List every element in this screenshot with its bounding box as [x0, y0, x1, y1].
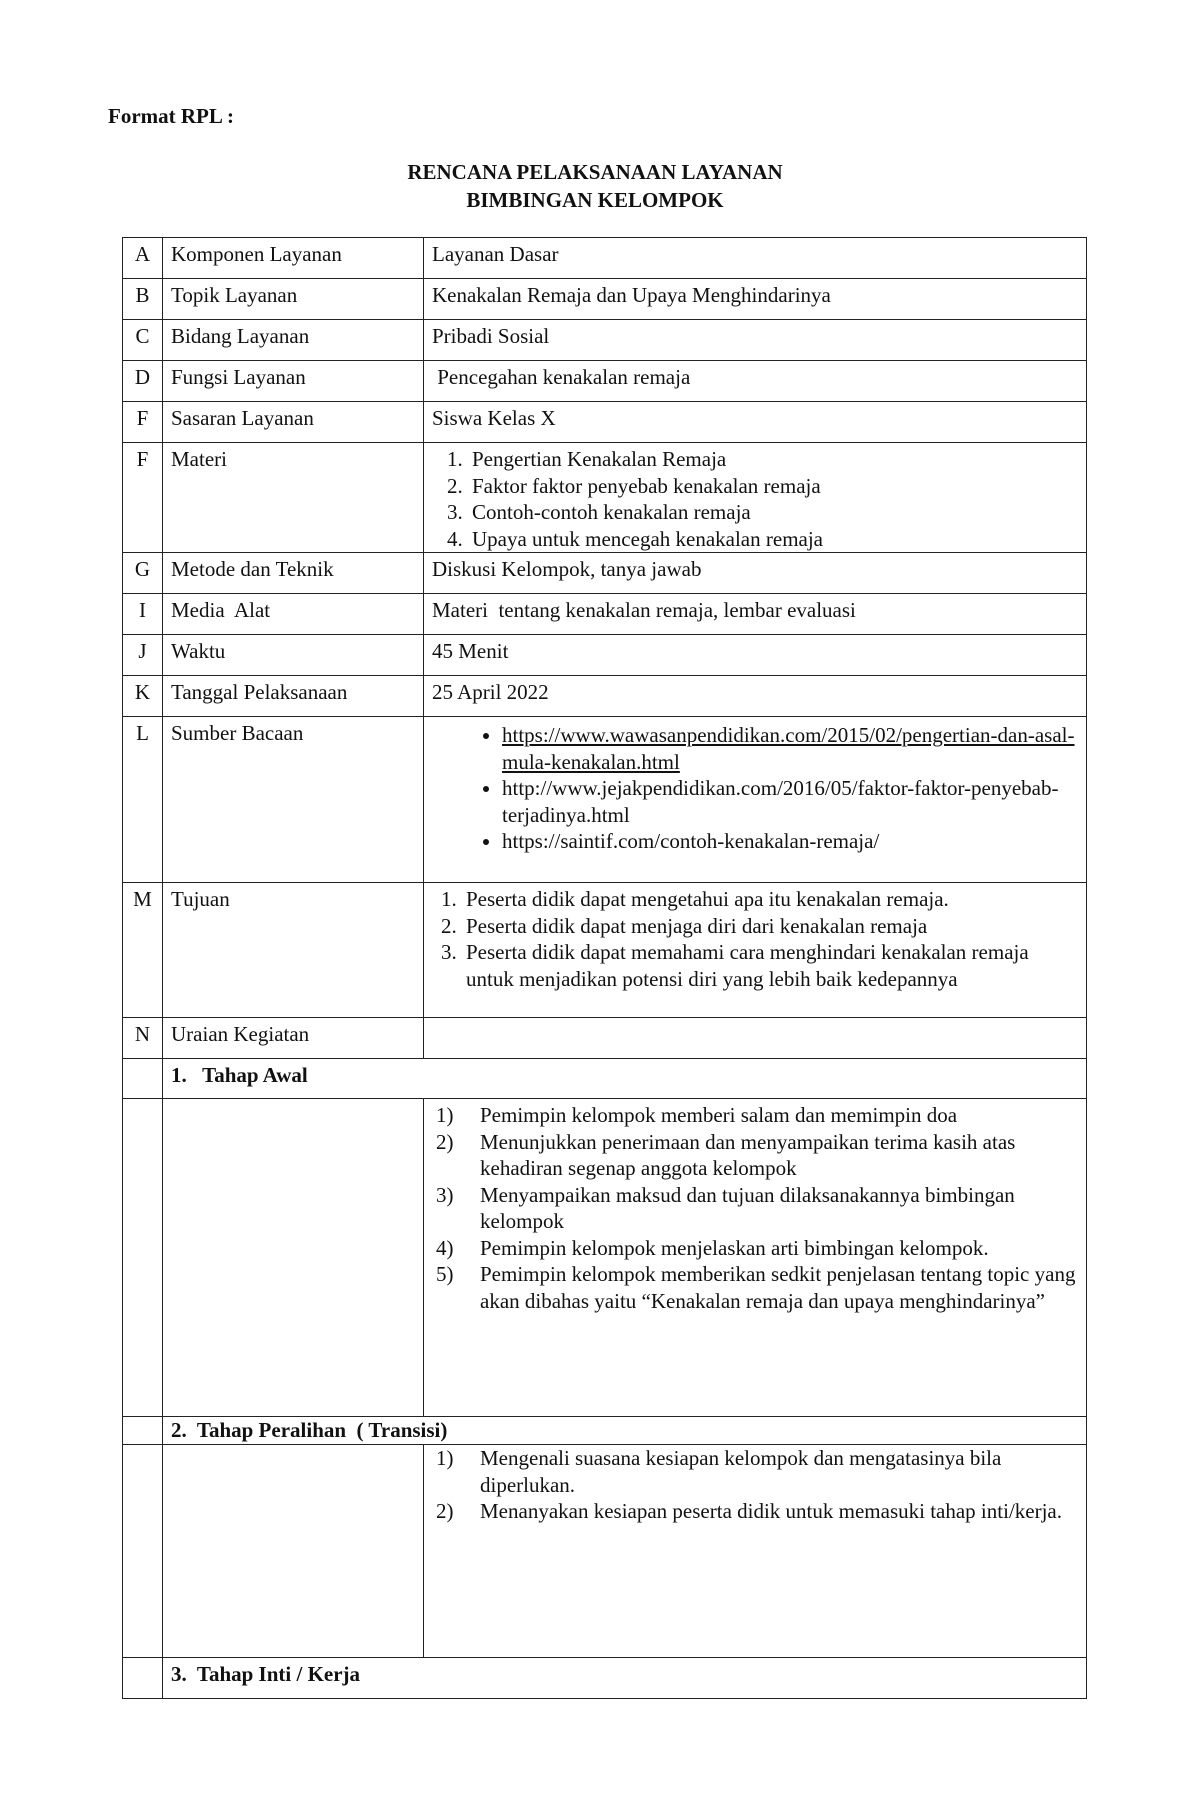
row-code: K	[123, 676, 163, 717]
empty-cell	[163, 1099, 424, 1417]
table-row	[123, 238, 1087, 279]
empty-cell	[123, 1658, 163, 1699]
steps-list	[432, 1102, 1078, 1314]
table-row	[123, 676, 1087, 717]
step-text: Menanyakan kesiapan peserta didik untuk memasuki tahap inti/kerja.	[480, 1499, 1062, 1523]
document-title	[0, 158, 1177, 214]
table-row	[123, 594, 1087, 635]
row-value: 25 April 2022	[424, 676, 1087, 717]
row-value: Kenakalan Remaja dan Upaya Menghindarinya	[424, 279, 1087, 320]
list-item: 1. Pengertian Kenakalan Remaja	[468, 446, 1078, 473]
table-row	[123, 1018, 1087, 1059]
row-code: J	[123, 635, 163, 676]
tujuan-list-cell	[424, 883, 1087, 1018]
step-text: Pemimpin kelompok memberi salam dan memimpin doa	[480, 1103, 958, 1127]
row-label: Topik Layanan	[163, 279, 424, 320]
materi-list-cell	[424, 443, 1087, 553]
list-item: 4. Upaya untuk mencegah kenakalan remaja	[468, 526, 1078, 553]
rpl-table	[122, 237, 1087, 1699]
row-label: Uraian Kegiatan	[163, 1018, 424, 1059]
list-item: 2. Faktor faktor penyebab kenakalan remaja	[468, 473, 1078, 500]
table-row	[123, 320, 1087, 361]
row-code: L	[123, 717, 163, 883]
list-item	[502, 775, 1078, 828]
step-number: 2)	[436, 1499, 454, 1523]
materi-list	[432, 446, 1078, 552]
list-item	[432, 1129, 1078, 1182]
empty-cell	[123, 1445, 163, 1658]
step-number: 5)	[436, 1262, 454, 1286]
phase-title: 2. Tahap Peralihan ( Transisi)	[163, 1417, 1087, 1445]
sumber-list-cell	[424, 717, 1087, 883]
phase-title: 1. Tahap Awal	[163, 1059, 1087, 1099]
row-label: Waktu	[163, 635, 424, 676]
table-row	[123, 635, 1087, 676]
row-value	[424, 1018, 1087, 1059]
steps-cell	[424, 1099, 1087, 1417]
row-code: I	[123, 594, 163, 635]
table-row	[123, 279, 1087, 320]
row-value: Siswa Kelas X	[424, 402, 1087, 443]
phase-header-row	[123, 1658, 1087, 1699]
step-text: Menunjukkan penerimaan dan menyampaikan terima kasih atas kehadiran segenap anggota kelompok	[480, 1129, 1016, 1180]
list-item: 3. Peserta didik dapat memahami cara menghindari kenakalan remaja untuk menjadikan potensi diri yang lebih baik kedepannya	[462, 939, 1078, 992]
list-item	[502, 722, 1078, 775]
step-number: 2)	[436, 1129, 454, 1154]
row-label: Bidang Layanan	[163, 320, 424, 361]
row-code: A	[123, 238, 163, 279]
row-code: C	[123, 320, 163, 361]
list-item: 1. Peserta didik dapat mengetahui apa itu kenakalan remaja.	[462, 886, 1078, 913]
row-code: N	[123, 1018, 163, 1059]
reference-link[interactable]: https://www.wawasanpendidikan.com/2015/02/pengertian-dan-asal-mula-kenakalan.html	[502, 723, 1075, 774]
phase-header-row	[123, 1417, 1087, 1445]
reference-text: http://www.jejakpendidikan.com/2016/05/faktor-faktor-penyebab-terjadinya.html	[502, 776, 1059, 827]
row-value: Layanan Dasar	[424, 238, 1087, 279]
tujuan-row	[123, 883, 1087, 1018]
title-line-1: RENCANA PELAKSANAAN LAYANAN	[407, 160, 783, 184]
row-label: Sumber Bacaan	[163, 717, 424, 883]
row-label: Komponen Layanan	[163, 238, 424, 279]
empty-cell	[123, 1059, 163, 1099]
list-item: 3. Contoh-contoh kenakalan remaja	[468, 499, 1078, 526]
list-item	[432, 1261, 1078, 1314]
row-code: G	[123, 553, 163, 594]
row-value: Diskusi Kelompok, tanya jawab	[424, 553, 1087, 594]
row-label: Materi	[163, 443, 424, 553]
row-code: B	[123, 279, 163, 320]
step-text: Pemimpin kelompok memberikan sedkit penjelasan tentang topic yang akan dibahas yaitu “Kenakalan remaja dan upaya menghindarinya”	[480, 1262, 1076, 1313]
row-label: Tujuan	[163, 883, 424, 1018]
step-text: Mengenali suasana kesiapan kelompok dan mengatasinya bila diperlukan.	[480, 1446, 1002, 1497]
phase-body-row	[123, 1099, 1087, 1417]
phase-title: 3. Tahap Inti / Kerja	[163, 1658, 1087, 1699]
sumber-row	[123, 717, 1087, 883]
list-item	[502, 828, 1078, 855]
tujuan-list	[432, 886, 1078, 992]
steps-list	[432, 1445, 1078, 1525]
list-item	[432, 1182, 1078, 1235]
list-item	[432, 1498, 1078, 1525]
phase-header-row	[123, 1059, 1087, 1099]
step-text: Menyampaikan maksud dan tujuan dilaksanakannya bimbingan kelompok	[480, 1182, 1015, 1233]
step-number: 3)	[436, 1182, 454, 1207]
title-line-2: BIMBINGAN KELOMPOK	[466, 188, 724, 212]
reference-text: https://saintif.com/contoh-kenakalan-remaja/	[502, 829, 880, 853]
row-code: F	[123, 402, 163, 443]
row-value: Pribadi Sosial	[424, 320, 1087, 361]
format-label: Format RPL :	[108, 104, 234, 128]
list-item	[432, 1235, 1078, 1262]
row-label: Media Alat	[163, 594, 424, 635]
row-label: Metode dan Teknik	[163, 553, 424, 594]
row-code: D	[123, 361, 163, 402]
empty-cell	[123, 1099, 163, 1417]
table-row	[123, 361, 1087, 402]
table-row	[123, 553, 1087, 594]
step-number: 1)	[436, 1103, 454, 1127]
step-number: 1)	[436, 1446, 454, 1470]
empty-cell	[163, 1445, 424, 1658]
list-item: 2. Peserta didik dapat menjaga diri dari kenakalan remaja	[462, 913, 1078, 940]
materi-row	[123, 443, 1087, 553]
list-item	[432, 1102, 1078, 1129]
step-number: 4)	[436, 1235, 454, 1260]
row-label: Tanggal Pelaksanaan	[163, 676, 424, 717]
table-row	[123, 402, 1087, 443]
row-value: Materi tentang kenakalan remaja, lembar evaluasi	[424, 594, 1087, 635]
phase-body-row	[123, 1445, 1087, 1658]
empty-cell	[123, 1417, 163, 1445]
row-label: Fungsi Layanan	[163, 361, 424, 402]
steps-cell	[424, 1445, 1087, 1658]
row-label: Sasaran Layanan	[163, 402, 424, 443]
sumber-list	[432, 722, 1078, 855]
step-text: Pemimpin kelompok menjelaskan arti bimbingan kelompok.	[480, 1235, 989, 1260]
row-code: F	[123, 443, 163, 553]
row-value: Pencegahan kenakalan remaja	[424, 361, 1087, 402]
list-item	[432, 1445, 1078, 1498]
row-value: 45 Menit	[424, 635, 1087, 676]
row-code: M	[123, 883, 163, 1018]
